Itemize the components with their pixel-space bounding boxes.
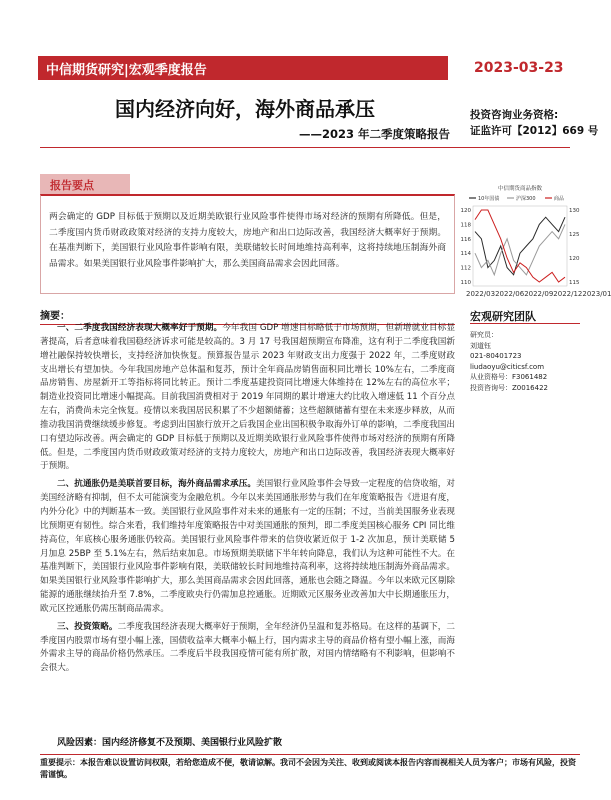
chart-container [459,182,581,292]
left-tick-label: 112 [460,265,471,272]
x-tick-label: 2023/01 [582,290,611,298]
right-tick-label: 125 [569,232,580,238]
chart-series [475,210,565,282]
chart-x-axis [466,290,611,298]
p3-heading: 三、投资策略。 [57,621,118,632]
summary-text: 两会确定的 GDP 目标低于预期以及近期美欧银行业风险事件使得市场对经济的预期有所降低。但是，二季度国内货币财政政策对经济的支持力度较大，房地产和出口边际改善，我国经济大概率好于预期。在基准判断下，美国银行业风险事件影响有限，美联储较长时间地维持高利率，这将持续地压制海外商品需求。如果美国银行业风险事件影响扩大，那么美国商品需求会因此回落。 [49,212,446,269]
left-tick-label: 114 [460,251,471,258]
x-tick-label: 2022/06 [495,290,525,298]
right-tick-label: 120 [569,256,580,262]
summary-tag: 报告要点 [40,174,130,194]
abstract-paragraph-2 [40,478,455,616]
right-axis [569,208,580,286]
abstract-heading: 摘要： [40,307,455,325]
p3-text: 二季度我国经济表现大概率好于预期，全年经济仍呈温和复苏格局。在这样的基调下，二季度国内股票市场有望小幅上涨，国债收益率大概率小幅上行，国内需求主导的商品价格有望小幅上涨，而海外需求主导的商品价格仍然承压。二季度后半段我国疫情可能有所扩散，对国内情绪略有不利影响，但影响不会很大。 [40,621,455,674]
series-line-10年国债 [475,217,565,275]
qualification-label: 投资咨询业务资格: [470,109,559,121]
left-tick-label: 110 [460,280,471,286]
team-divider [470,323,580,324]
legend-label: 沪深300 [516,196,536,202]
abstract-paragraph-1 [40,322,455,474]
qualification-value: 证监许可【2012】669 号 [470,125,599,137]
footer-divider [40,754,580,755]
report-series-banner: 中信期货研究|宏观季度报告 [38,56,448,80]
abstract-body [40,322,455,680]
footer-disclaimer: 重要提示：本报告难以设置访问权限，若给您造成不便，敬请谅解。我司不会因为关注、收到或阅读本报告内容而视相关人员为客户；市场有风险，投资需谨慎。 [40,758,576,779]
summary-box [40,194,455,294]
researcher-email[interactable]: liudaoyu@citicsf.com [470,362,545,371]
x-tick-label: 2022/03 [466,290,496,298]
team-title: 宏观研究团队 [470,310,536,323]
report-title: 国内经济向好，海外商品承压 [115,97,375,121]
x-tick-label: 2022/09 [524,290,554,298]
title-divider [40,147,570,148]
chart-legend [469,195,564,202]
legend-label: 10年国债 [478,196,500,202]
researcher-license: 从业资格号：F3061482 [470,373,548,382]
series-line-商品 [475,210,565,282]
left-tick-label: 120 [460,208,471,214]
risk-factors: 风险因素：国内经济修复不及预期、美国银行业风险扩散 [57,738,283,748]
researcher-consult-license: 投资咨询号：Z0016422 [470,383,548,392]
p1-text: 今年我国 GDP 增速目标略低于市场预期，但新增就业目标显著提高，后者意味着我国稳经济诉求可能是较高的。3 月 17 号我国超预期宣布降准，这有利于二季度我国新增社融保持较快增长，支持经济加快恢复。预算报告显示 2023 年财政支出力度强于 2022 年，二季度财政支出增长有望加快。今年我国房地产总体温和复苏，预计全年商品房销售面积同比增长 10%左右，二季度商品房销售、房屋新开工等指标将同比转正。预计二季度基建投资同比增速大体维持在 12%左右的高位水平；制造业投资同比增速小幅提高。目前我国消费相对于 2019 年同期的累计增速大约比收入增速低 11 个百分点左右，消费尚未完全恢复。疫情以来我国居民积累了不少超额储蓄；这些超额储蓄有望在未来逐步释放，从而推动我国消费继续缓步修复。考虑到出国旅行放开之后我国企业出国积极争取海外订单的影响，二季度我国出口有望边际改善。两会确定的 GDP 目标低于预期以及近期美欧银行业风险事件使得市场对经济的预期有所降低。但是，二季度国内货币财政政策对经济的支持力度较大，房地产和出口边际改善，我国经济表现大概率好于预期。 [40,323,455,472]
researcher-name: 刘道钰 [470,341,491,350]
p2-text: 美国银行业风险事件会导致一定程度的信贷收缩，对美国经济略有抑制，但不太可能演变为金融危机。今年以来美国通胀形势与我们在年度策略报告《进退有度，内外分化》中的判断基本一致。美国银行业风险事件对未来的通胀有一定的压制；不过，当前美国服务业表现比预期更有韧性。综合来看，我们维持年度策略报告中对美国通胀的预判，即二季度美国核心服务 CPI 同比维持高位，年底核心服务通胀仍较高。美国银行业风险事件带来的信贷收紧近似于 1-2 次加息，预计美联储 5 月加息 25BP 至 5.1%左右，然后结束加息。市场预期美联储下半年转向降息，我们认为这种可能性不大。在基准判断下，美国银行业风险事件影响有限，美联储较长时间地维持高利率，这将持续地压制海外商品需求。如果美国银行业风险事件影响扩大，那么美国商品需求会因此回落，通胀也会随之降温。今年以来欧元区剔除能源的通胀继续抬升至 7.8%，二季度欧央行仍需加息控通胀。近期欧元区服务业改善加大中长期通胀压力，欧元区控通胀仍需压制商品需求。 [40,479,455,614]
p2-heading: 二、抗通胀仍是美联首要目标，海外商品需求承压。 [57,479,257,490]
p1-heading: 一、二季度我国经济表现大概率好于预期。 [57,323,223,333]
line-chart [459,182,581,292]
left-axis [461,208,472,286]
report-subtitle: ——2023 年二季度策略报告 [298,127,450,141]
legend-label: 商品 [554,196,565,202]
left-tick-label: 116 [460,236,471,243]
right-tick-label: 115 [569,280,580,286]
abstract-paragraph-3 [40,621,455,676]
researcher-label: 研究员： [470,331,498,339]
chart-title: 中信期货商品指数 [497,186,543,192]
left-tick-label: 118 [460,222,471,229]
x-tick-label: 2022/12 [553,290,583,298]
team-info [470,330,548,394]
right-tick-label: 130 [569,208,580,214]
report-date: 2023-03-23 [474,60,564,76]
researcher-phone: 021-80401723 [470,352,522,361]
